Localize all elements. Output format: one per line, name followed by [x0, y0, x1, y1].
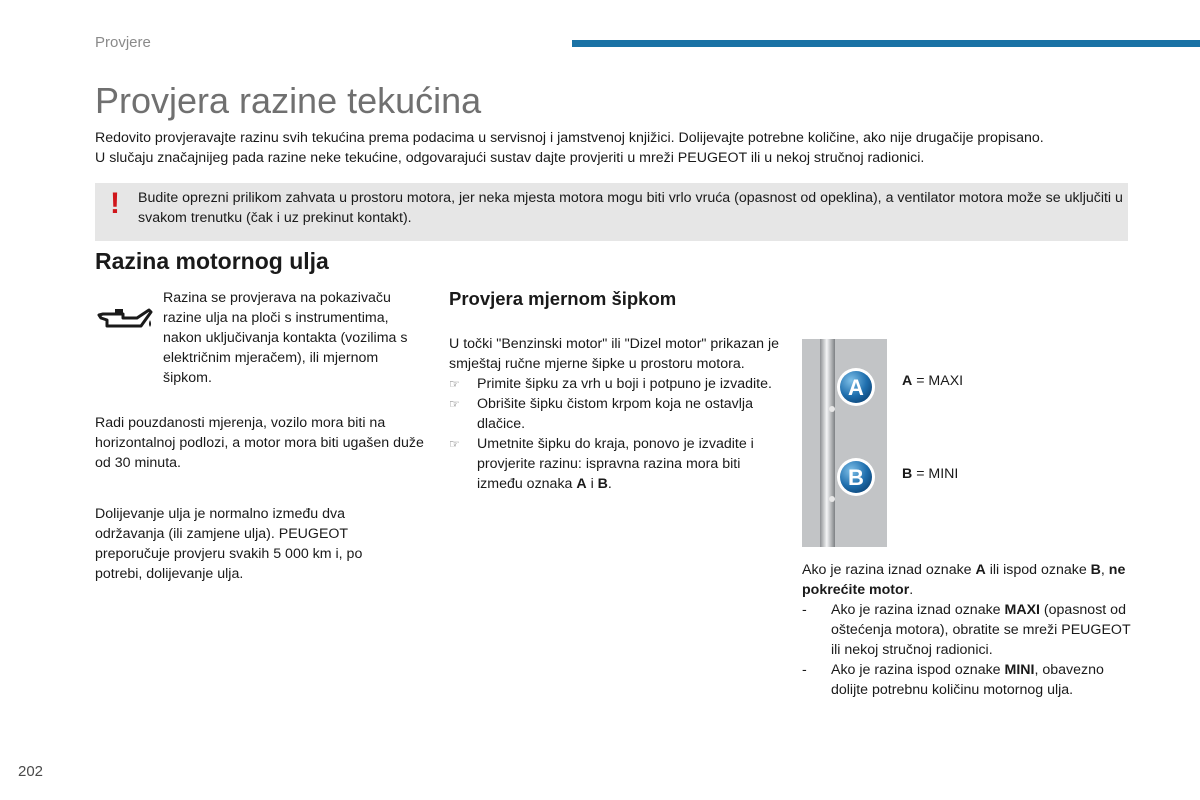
level-actions — [802, 600, 1132, 700]
level-note — [802, 560, 1132, 700]
dipstick-step — [449, 374, 779, 394]
intro-paragraph-2: U slučaju značajnijeg pada razine neke tekućine, odgovarajući sustav dajte provjeriti u mreži PEUGEOT ili u nekoj stručnoj radionici. — [95, 150, 925, 166]
dipstick-steps — [449, 374, 779, 494]
label-mini: B = MINI — [902, 466, 959, 482]
section-label: Provjere — [95, 34, 151, 51]
dipstick-step-text: Umetnite šipku do kraja, ponovo je izvadite i provjerite razinu: ispravna razina mora biti između oznaka A i B. — [477, 436, 754, 492]
dipstick-instructions — [449, 334, 779, 494]
exclamation-icon: ! — [110, 187, 120, 220]
dipstick-graphic — [802, 339, 887, 547]
intro-text — [95, 128, 1145, 168]
marker-a-badge: A — [848, 375, 864, 400]
oil-indicator-text: Razina se provjerava na pokazivaču razine ulja na ploči s instrumentima, nakon uključivanja kontakta (vozilima s električnim mjeračem), ili mjernom šipkom. — [163, 290, 408, 386]
pointing-hand-icon: ☞ — [449, 437, 460, 451]
warning-box — [95, 183, 1128, 241]
oil-reliability-text: Radi pouzdanosti mjerenja, vozilo mora biti na horizontalnoj podlozi, a motor mora biti ugašen duže od 30 minuta. — [95, 415, 424, 471]
dipstick-section-heading: Provjera mjernom šipkom — [449, 288, 677, 309]
dipstick-intro: U točki "Benzinski motor" ili "Dizel motor" prikazan je smještaj ručne mjerne šipke u prostoru motora. — [449, 336, 780, 372]
dipstick-step — [449, 394, 779, 434]
page-number: 202 — [18, 763, 44, 780]
dipstick-step — [449, 434, 779, 494]
marker-b-badge: B — [848, 465, 864, 490]
dipstick-illustration — [802, 339, 887, 547]
pointing-hand-icon: ☞ — [449, 397, 460, 411]
oil-topup-text: Dolijevanje ulja je normalno između dva održavanja (ili zamjene ulja). PEUGEOT preporučuje provjeru svakih 5 000 km i, po potrebi, dolijevanje ulja. — [95, 506, 363, 582]
mark-b-ref: B — [597, 476, 608, 492]
header-accent-bar — [572, 40, 1200, 47]
page-title: Provjera razine tekućina — [95, 80, 482, 121]
pointing-hand-icon: ☞ — [449, 377, 460, 391]
dipstick-step-text: Obrišite šipku čistom krpom koja ne ostavlja dlačice. — [477, 396, 753, 432]
warning-text: Budite oprezni prilikom zahvata u prostoru motora, jer neka mjesta motora mogu biti vrlo vruća (opasnost od opeklina), a ventilator motora može se uključiti u svakom trenutku (čak i uz prekinut kontakt). — [138, 190, 1123, 226]
intro-paragraph-1: Redovito provjeravajte razinu svih tekućina prema podacima u servisnoj i jamstvenoj knjižici. Dolijevajte potrebne količine, ako nije drugačije propisano. — [95, 130, 1044, 146]
mark-a-ref: A — [576, 476, 587, 492]
label-maxi: A = MAXI — [902, 373, 964, 389]
oil-can-icon — [97, 306, 155, 336]
level-action-maxi: - Ako je razina iznad oznake MAXI (opasnost od oštećenja motora), obratite se mreži PEUGEOT ili nekoj stručnoj radionici. — [802, 602, 1131, 658]
level-warning: Ako je razina iznad oznake A ili ispod oznake B, ne pokrećite motor. — [802, 562, 1126, 598]
dipstick-step-text: Primite šipku za vrh u boji i potpuno je izvadite. — [477, 376, 772, 392]
oil-section-heading: Razina motornog ulja — [95, 248, 329, 274]
level-action-mini: - Ako je razina ispod oznake MINI, obavezno dolijte potrebnu količinu motornog ulja. — [802, 662, 1104, 698]
